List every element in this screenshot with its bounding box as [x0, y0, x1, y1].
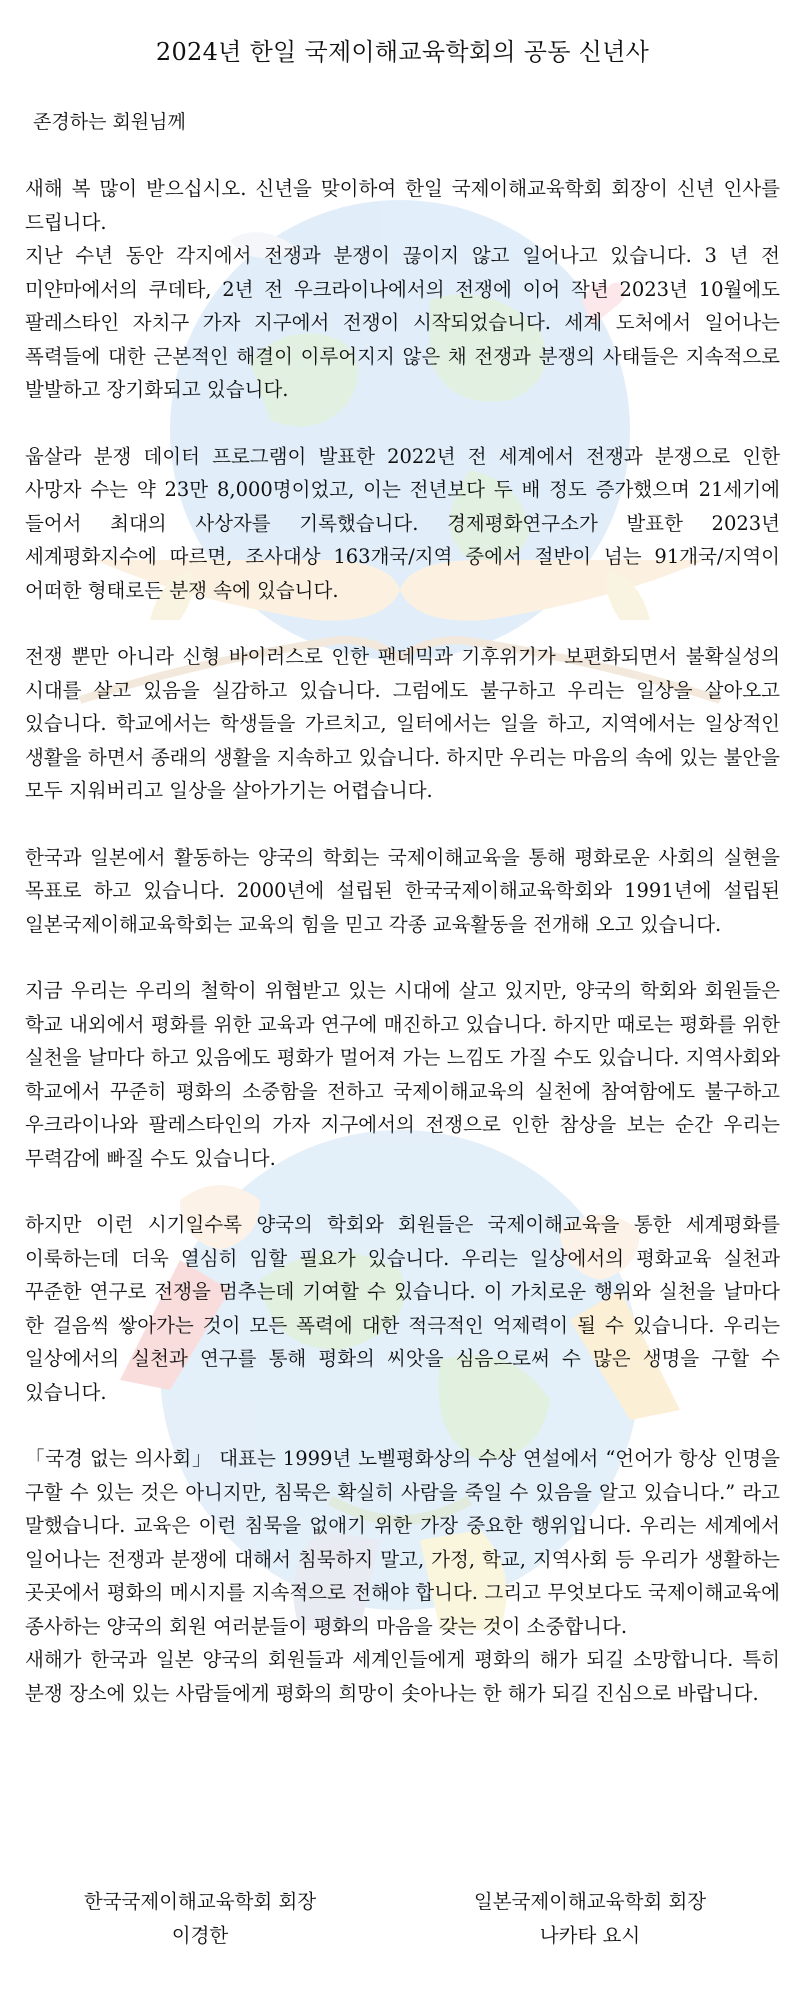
paragraph-wars: 지난 수년 동안 각지에서 전쟁과 분쟁이 끊이지 않고 일어나고 있습니다. 3 년 전 미얀마에서의 쿠데타, 2년 전 우크라이나에서의 전쟁에 이어 작년 2023년 10월에도 팔레스타인 자치구 가자 지구에서 전쟁이 시작되었습니다. 세계 도처에서 일어나는 폭력들에 대한 근본적인 해결이 이루어지지 않은 채 전쟁과 분쟁의 사태들은 지속적으로 발발하고 장기화되고 있습니다.	[25, 244, 780, 401]
paragraph-societies: 한국과 일본에서 활동하는 양국의 학회는 국제이해교육을 통해 평화로운 사회의 실현을 목표로 하고 있습니다. 2000년에 설립된 한국국제이해교육학회와 1991년에 설립된 일본국제이해교육학회는 교육의 힘을 믿고 각종 교육활동을 전개해 오고 있습니다.	[25, 845, 780, 936]
signature-name: 이경한	[171, 1924, 229, 1947]
salutation: 존경하는 회원님께	[33, 111, 186, 133]
paragraph-casualties: 웁살라 분쟁 데이터 프로그램이 발표한 2022년 전 세계에서 전쟁과 분쟁으로 인한 사망자 수는 약 23만 8,000명이었고, 이는 전년보다 두 배 정도 증가했으며 21세기에 들어서 최대의 사상자를 기록했습니다. 경제평화연구소가 발표한 2023년 세계평화지수에 따르면, 조사대상 163개국/지역 중에서 절반이 넘는 91개국/지역이 어떠한 형태로든 분쟁 속에 있습니다.	[25, 444, 780, 602]
paragraph-msf-quote: 「국경 없는 의사회」 대표는 1999년 노벨평화상의 수상 연설에서 “언어가 항상 인명을 구할 수 있는 것은 아니지만, 침묵은 확실히 사람을 죽일 수 있음을 알고 있습니다.” 라고 말했습니다. 교육은 이런 침묵을 없애기 위한 가장 중요한 행위입니다. 우리는 세계에서 일어나는 전쟁과 분쟁에 대해서 침묵하지 말고, 가정, 학교, 지역사회 등 우리가 생활하는 곳곳에서 평화의 메시지를 지속적으로 전해야 합니다. 그리고 무엇보다도 국제이해교육에 종사하는 양국의 회원 여러분들이 평화의 마음을 갖는 것이 소중합니다.	[25, 1447, 780, 1638]
paragraph-uncertainty: 전쟁 뿐만 아니라 신형 바이러스로 인한 팬데믹과 기후위기가 보편화되면서 불확실성의 시대를 살고 있음을 실감하고 있습니다. 그럼에도 불구하고 우리는 일상을 살아오고 있습니다. 학교에서는 학생들을 가르치고, 일터에서는 일을 하고, 지역에서는 일상적인 생활을 하면서 종래의 생활을 지속하고 있습니다. 하지만 우리는 마음의 속에 있는 불안을 모두 지워버리고 일상을 살아가기는 어렵습니다.	[25, 645, 780, 802]
signature-name: 나카타 요시	[539, 1924, 641, 1947]
paragraph-peace-practice: 하지만 이런 시기일수록 양국의 학회와 회원들은 국제이해교육을 통한 세계평화를 이룩하는데 더욱 열심히 임할 필요가 있습니다. 우리는 일상에서의 평화교육 실천과 꾸준한 연구로 전쟁을 멈추는데 기여할 수 있습니다. 이 가치로운 행위와 실천을 날마다 한 걸음씩 쌓아가는 것이 모든 폭력에 대한 적극적인 억제력이 될 수 있습니다. 우리는 일상에서의 실천과 연구를 통해 평화의 씨앗을 심음으로써 수 많은 생명을 구할 수 있습니다.	[25, 1213, 780, 1404]
paragraph-new-year-wish: 새해가 한국과 일본 양국의 회원들과 세계인들에게 평화의 해가 되길 소망합니다. 특히 분쟁 장소에 있는 사람들에게 평화의 희망이 솟아나는 한 해가 되길 진심으로 바랍니다.	[25, 1648, 780, 1705]
paragraph-philosophy: 지금 우리는 우리의 철학이 위협받고 있는 시대에 살고 있지만, 양국의 학회와 회원들은 학교 내외에서 평화를 위한 교육과 연구에 매진하고 있습니다. 하지만 때로는 평화를 위한 실천을 날마다 하고 있음에도 평화가 멀어져 가는 느낌도 가질 수도 있습니다. 지역사회와 학교에서 꾸준히 평화의 소중함을 전하고 국제이해교육의 실천에 참여함에도 불구하고 우크라이나와 팔레스타인의 가자 지구에서의 전쟁으로 인한 참상을 보는 순간 우리는 무력감에 빠질 수도 있습니다.	[25, 979, 780, 1170]
paragraph-greeting: 새해 복 많이 받으십시오. 신년을 맞이하여 한일 국제이해교육학회 회장이 신년 인사를 드립니다.	[25, 177, 780, 234]
signature-korea	[35, 1885, 365, 1953]
signature-org: 일본국제이해교육학회 회장	[473, 1890, 707, 1913]
signature-japan	[425, 1885, 755, 1953]
signature-org: 한국국제이해교육학회 회장	[83, 1890, 317, 1913]
letter-title: 2024년 한일 국제이해교육학회의 공동 신년사	[155, 38, 650, 66]
